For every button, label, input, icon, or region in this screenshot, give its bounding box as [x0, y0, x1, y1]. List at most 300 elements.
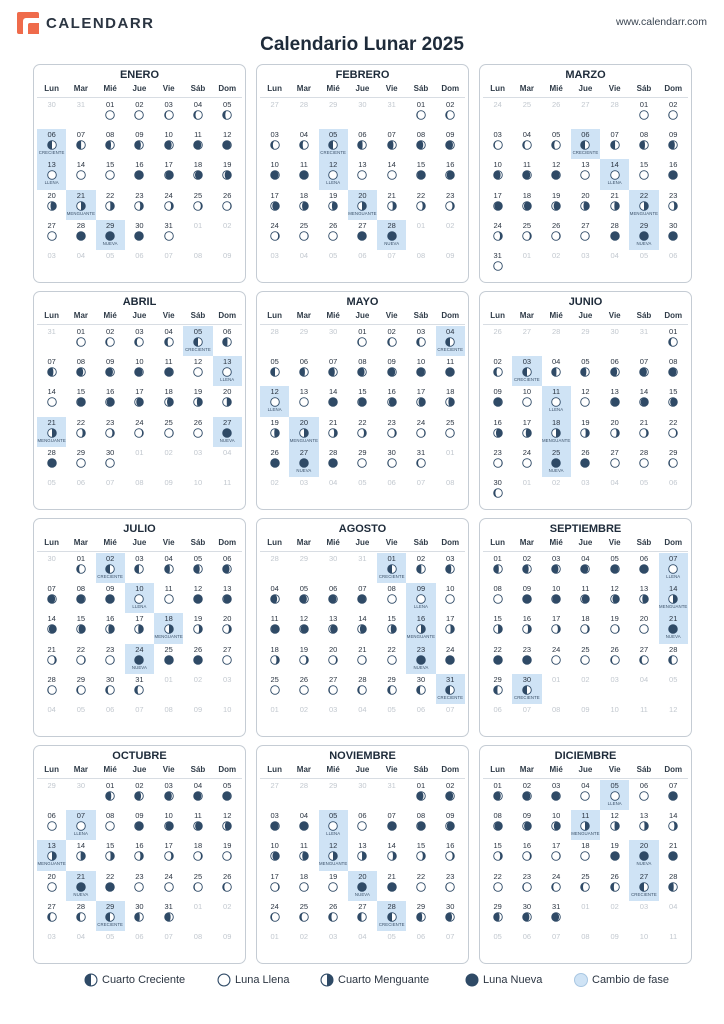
day-cell[interactable]	[377, 417, 406, 447]
day-cell-phase-change[interactable]	[629, 220, 658, 250]
day-cell[interactable]	[154, 810, 183, 840]
day-cell[interactable]	[213, 159, 242, 189]
day-cell[interactable]	[659, 386, 688, 416]
day-cell[interactable]	[542, 159, 571, 189]
day-cell[interactable]	[319, 447, 348, 477]
day-cell[interactable]	[377, 159, 406, 189]
day-cell[interactable]	[629, 447, 658, 477]
day-cell[interactable]	[260, 613, 289, 643]
day-cell[interactable]	[96, 190, 125, 220]
day-cell[interactable]	[512, 129, 541, 159]
day-cell-phase-change[interactable]	[37, 159, 66, 189]
day-cell[interactable]	[96, 447, 125, 477]
day-cell-phase-change[interactable]	[571, 129, 600, 159]
day-cell[interactable]	[377, 840, 406, 870]
day-cell-phase-change[interactable]	[629, 840, 658, 870]
day-cell[interactable]	[125, 159, 154, 189]
day-cell[interactable]	[483, 129, 512, 159]
day-cell[interactable]	[600, 220, 629, 250]
day-cell[interactable]	[96, 99, 125, 129]
day-cell[interactable]	[377, 447, 406, 477]
day-cell[interactable]	[436, 871, 465, 901]
day-cell[interactable]	[96, 583, 125, 613]
day-cell[interactable]	[406, 810, 435, 840]
day-cell[interactable]	[213, 326, 242, 356]
day-cell[interactable]	[125, 871, 154, 901]
day-cell[interactable]	[37, 356, 66, 386]
day-cell[interactable]	[659, 840, 688, 870]
day-cell[interactable]	[66, 386, 95, 416]
day-cell[interactable]	[436, 356, 465, 386]
day-cell[interactable]	[96, 417, 125, 447]
day-cell[interactable]	[659, 356, 688, 386]
day-cell[interactable]	[96, 356, 125, 386]
day-cell[interactable]	[289, 901, 318, 931]
day-cell-phase-change[interactable]	[600, 159, 629, 189]
day-cell[interactable]	[96, 644, 125, 674]
day-cell[interactable]	[260, 356, 289, 386]
day-cell[interactable]	[659, 810, 688, 840]
day-cell[interactable]	[154, 220, 183, 250]
day-cell[interactable]	[436, 99, 465, 129]
day-cell[interactable]	[319, 220, 348, 250]
day-cell[interactable]	[483, 553, 512, 583]
day-cell[interactable]	[213, 613, 242, 643]
day-cell[interactable]	[348, 840, 377, 870]
day-cell[interactable]	[483, 190, 512, 220]
day-cell[interactable]	[154, 326, 183, 356]
day-cell[interactable]	[260, 644, 289, 674]
day-cell-phase-change[interactable]	[319, 129, 348, 159]
day-cell-phase-change[interactable]	[659, 613, 688, 643]
day-cell[interactable]	[260, 583, 289, 613]
day-cell[interactable]	[348, 613, 377, 643]
day-cell[interactable]	[348, 417, 377, 447]
day-cell[interactable]	[96, 129, 125, 159]
day-cell[interactable]	[66, 613, 95, 643]
day-cell-phase-change[interactable]	[377, 220, 406, 250]
day-cell[interactable]	[348, 583, 377, 613]
day-cell[interactable]	[289, 220, 318, 250]
day-cell[interactable]	[37, 674, 66, 704]
day-cell[interactable]	[436, 810, 465, 840]
day-cell-phase-change[interactable]	[96, 901, 125, 931]
day-cell[interactable]	[154, 583, 183, 613]
day-cell[interactable]	[125, 553, 154, 583]
day-cell[interactable]	[436, 780, 465, 810]
day-cell[interactable]	[348, 326, 377, 356]
day-cell-phase-change[interactable]	[377, 553, 406, 583]
day-cell[interactable]	[183, 553, 212, 583]
day-cell[interactable]	[37, 220, 66, 250]
day-cell[interactable]	[436, 644, 465, 674]
day-cell-phase-change[interactable]	[37, 417, 66, 447]
day-cell[interactable]	[629, 417, 658, 447]
day-cell-phase-change[interactable]	[436, 326, 465, 356]
day-cell[interactable]	[571, 447, 600, 477]
day-cell[interactable]	[96, 326, 125, 356]
day-cell[interactable]	[37, 810, 66, 840]
day-cell[interactable]	[512, 810, 541, 840]
day-cell-phase-change[interactable]	[183, 326, 212, 356]
day-cell[interactable]	[37, 447, 66, 477]
day-cell[interactable]	[377, 386, 406, 416]
day-cell[interactable]	[37, 613, 66, 643]
day-cell[interactable]	[319, 356, 348, 386]
day-cell[interactable]	[600, 553, 629, 583]
day-cell-phase-change[interactable]	[289, 447, 318, 477]
day-cell[interactable]	[571, 871, 600, 901]
day-cell[interactable]	[348, 447, 377, 477]
day-cell[interactable]	[183, 386, 212, 416]
day-cell[interactable]	[66, 553, 95, 583]
day-cell[interactable]	[260, 901, 289, 931]
day-cell-phase-change[interactable]	[436, 674, 465, 704]
day-cell[interactable]	[96, 613, 125, 643]
day-cell[interactable]	[406, 386, 435, 416]
day-cell[interactable]	[319, 674, 348, 704]
day-cell[interactable]	[406, 190, 435, 220]
day-cell[interactable]	[348, 644, 377, 674]
day-cell[interactable]	[213, 583, 242, 613]
day-cell[interactable]	[659, 417, 688, 447]
day-cell[interactable]	[629, 129, 658, 159]
day-cell[interactable]	[483, 901, 512, 931]
day-cell-phase-change[interactable]	[213, 356, 242, 386]
day-cell[interactable]	[348, 674, 377, 704]
day-cell[interactable]	[406, 674, 435, 704]
day-cell-phase-change[interactable]	[66, 871, 95, 901]
day-cell[interactable]	[125, 674, 154, 704]
day-cell-phase-change[interactable]	[96, 220, 125, 250]
day-cell[interactable]	[319, 190, 348, 220]
day-cell[interactable]	[600, 417, 629, 447]
day-cell[interactable]	[406, 553, 435, 583]
day-cell[interactable]	[37, 190, 66, 220]
day-cell[interactable]	[183, 871, 212, 901]
day-cell-phase-change[interactable]	[406, 644, 435, 674]
day-cell[interactable]	[66, 840, 95, 870]
day-cell-phase-change[interactable]	[37, 129, 66, 159]
day-cell[interactable]	[659, 644, 688, 674]
day-cell[interactable]	[600, 447, 629, 477]
day-cell[interactable]	[319, 417, 348, 447]
day-cell[interactable]	[183, 810, 212, 840]
day-cell[interactable]	[483, 780, 512, 810]
day-cell[interactable]	[289, 644, 318, 674]
day-cell[interactable]	[154, 901, 183, 931]
day-cell[interactable]	[348, 159, 377, 189]
day-cell[interactable]	[483, 644, 512, 674]
day-cell[interactable]	[125, 901, 154, 931]
day-cell[interactable]	[377, 190, 406, 220]
day-cell[interactable]	[542, 220, 571, 250]
day-cell[interactable]	[154, 871, 183, 901]
day-cell[interactable]	[66, 447, 95, 477]
day-cell[interactable]	[96, 810, 125, 840]
day-cell[interactable]	[260, 129, 289, 159]
day-cell[interactable]	[571, 553, 600, 583]
day-cell-phase-change[interactable]	[319, 840, 348, 870]
day-cell-phase-change[interactable]	[125, 644, 154, 674]
day-cell[interactable]	[512, 901, 541, 931]
day-cell[interactable]	[37, 901, 66, 931]
day-cell-phase-change[interactable]	[319, 159, 348, 189]
day-cell[interactable]	[154, 190, 183, 220]
day-cell[interactable]	[629, 159, 658, 189]
day-cell[interactable]	[96, 780, 125, 810]
day-cell-phase-change[interactable]	[542, 417, 571, 447]
day-cell[interactable]	[571, 613, 600, 643]
day-cell[interactable]	[319, 901, 348, 931]
day-cell[interactable]	[406, 447, 435, 477]
day-cell[interactable]	[125, 220, 154, 250]
day-cell[interactable]	[542, 840, 571, 870]
day-cell[interactable]	[125, 840, 154, 870]
day-cell[interactable]	[289, 190, 318, 220]
day-cell[interactable]	[125, 780, 154, 810]
day-cell[interactable]	[260, 674, 289, 704]
day-cell[interactable]	[66, 644, 95, 674]
day-cell[interactable]	[436, 129, 465, 159]
day-cell[interactable]	[542, 901, 571, 931]
day-cell[interactable]	[213, 129, 242, 159]
day-cell[interactable]	[260, 220, 289, 250]
day-cell[interactable]	[436, 190, 465, 220]
day-cell[interactable]	[125, 326, 154, 356]
day-cell-phase-change[interactable]	[348, 871, 377, 901]
day-cell[interactable]	[629, 553, 658, 583]
day-cell[interactable]	[183, 99, 212, 129]
day-cell[interactable]	[154, 129, 183, 159]
day-cell-phase-change[interactable]	[542, 447, 571, 477]
day-cell[interactable]	[319, 386, 348, 416]
day-cell[interactable]	[659, 780, 688, 810]
day-cell[interactable]	[436, 901, 465, 931]
day-cell[interactable]	[183, 780, 212, 810]
day-cell[interactable]	[66, 417, 95, 447]
day-cell-phase-change[interactable]	[289, 417, 318, 447]
day-cell-phase-change[interactable]	[629, 871, 658, 901]
day-cell[interactable]	[125, 129, 154, 159]
day-cell[interactable]	[600, 840, 629, 870]
day-cell[interactable]	[377, 356, 406, 386]
day-cell[interactable]	[406, 871, 435, 901]
day-cell[interactable]	[319, 871, 348, 901]
day-cell[interactable]	[260, 417, 289, 447]
day-cell[interactable]	[483, 871, 512, 901]
day-cell[interactable]	[260, 447, 289, 477]
day-cell[interactable]	[436, 386, 465, 416]
day-cell[interactable]	[571, 220, 600, 250]
day-cell[interactable]	[183, 613, 212, 643]
day-cell[interactable]	[213, 644, 242, 674]
day-cell-phase-change[interactable]	[600, 780, 629, 810]
day-cell[interactable]	[154, 386, 183, 416]
day-cell-phase-change[interactable]	[125, 583, 154, 613]
brand-logo[interactable]	[17, 12, 155, 34]
day-cell[interactable]	[629, 356, 658, 386]
day-cell-phase-change[interactable]	[512, 674, 541, 704]
day-cell-phase-change[interactable]	[542, 386, 571, 416]
day-cell[interactable]	[571, 386, 600, 416]
day-cell[interactable]	[436, 583, 465, 613]
day-cell[interactable]	[154, 780, 183, 810]
day-cell[interactable]	[629, 99, 658, 129]
day-cell[interactable]	[183, 190, 212, 220]
day-cell[interactable]	[183, 129, 212, 159]
day-cell-phase-change[interactable]	[348, 190, 377, 220]
day-cell-phase-change[interactable]	[659, 583, 688, 613]
day-cell[interactable]	[512, 220, 541, 250]
day-cell[interactable]	[406, 129, 435, 159]
day-cell[interactable]	[571, 190, 600, 220]
day-cell[interactable]	[512, 190, 541, 220]
day-cell[interactable]	[66, 129, 95, 159]
day-cell[interactable]	[571, 159, 600, 189]
day-cell[interactable]	[483, 250, 512, 280]
day-cell[interactable]	[96, 674, 125, 704]
day-cell[interactable]	[377, 129, 406, 159]
day-cell[interactable]	[213, 386, 242, 416]
day-cell[interactable]	[483, 674, 512, 704]
day-cell[interactable]	[542, 613, 571, 643]
day-cell-phase-change[interactable]	[406, 613, 435, 643]
day-cell[interactable]	[406, 159, 435, 189]
day-cell[interactable]	[629, 583, 658, 613]
day-cell[interactable]	[600, 190, 629, 220]
day-cell[interactable]	[183, 417, 212, 447]
day-cell[interactable]	[348, 386, 377, 416]
day-cell[interactable]	[377, 583, 406, 613]
day-cell[interactable]	[512, 840, 541, 870]
day-cell[interactable]	[260, 159, 289, 189]
day-cell[interactable]	[183, 840, 212, 870]
day-cell[interactable]	[154, 840, 183, 870]
day-cell[interactable]	[213, 871, 242, 901]
day-cell[interactable]	[66, 356, 95, 386]
day-cell[interactable]	[289, 613, 318, 643]
day-cell[interactable]	[571, 583, 600, 613]
day-cell-phase-change[interactable]	[37, 840, 66, 870]
day-cell[interactable]	[289, 871, 318, 901]
day-cell[interactable]	[213, 99, 242, 129]
day-cell[interactable]	[348, 356, 377, 386]
day-cell[interactable]	[289, 840, 318, 870]
day-cell[interactable]	[260, 810, 289, 840]
day-cell[interactable]	[125, 810, 154, 840]
day-cell[interactable]	[319, 583, 348, 613]
day-cell[interactable]	[629, 644, 658, 674]
day-cell[interactable]	[183, 644, 212, 674]
day-cell[interactable]	[66, 159, 95, 189]
day-cell[interactable]	[96, 871, 125, 901]
day-cell[interactable]	[154, 159, 183, 189]
day-cell[interactable]	[289, 674, 318, 704]
day-cell[interactable]	[37, 583, 66, 613]
day-cell[interactable]	[483, 417, 512, 447]
day-cell-phase-change[interactable]	[96, 553, 125, 583]
day-cell[interactable]	[600, 386, 629, 416]
day-cell-phase-change[interactable]	[512, 356, 541, 386]
day-cell[interactable]	[483, 220, 512, 250]
day-cell[interactable]	[629, 810, 658, 840]
day-cell[interactable]	[571, 840, 600, 870]
day-cell[interactable]	[154, 356, 183, 386]
day-cell[interactable]	[289, 810, 318, 840]
day-cell[interactable]	[483, 477, 512, 507]
day-cell[interactable]	[483, 613, 512, 643]
day-cell[interactable]	[260, 871, 289, 901]
day-cell[interactable]	[377, 674, 406, 704]
day-cell[interactable]	[37, 871, 66, 901]
day-cell[interactable]	[512, 644, 541, 674]
day-cell[interactable]	[37, 644, 66, 674]
day-cell[interactable]	[659, 326, 688, 356]
day-cell[interactable]	[406, 356, 435, 386]
day-cell[interactable]	[512, 780, 541, 810]
day-cell[interactable]	[512, 417, 541, 447]
day-cell[interactable]	[213, 780, 242, 810]
day-cell[interactable]	[289, 129, 318, 159]
day-cell[interactable]	[512, 553, 541, 583]
day-cell[interactable]	[289, 356, 318, 386]
day-cell[interactable]	[66, 583, 95, 613]
day-cell[interactable]	[348, 810, 377, 840]
day-cell[interactable]	[406, 840, 435, 870]
day-cell[interactable]	[629, 780, 658, 810]
day-cell[interactable]	[125, 417, 154, 447]
day-cell[interactable]	[406, 417, 435, 447]
day-cell[interactable]	[154, 553, 183, 583]
day-cell[interactable]	[542, 644, 571, 674]
day-cell[interactable]	[406, 99, 435, 129]
day-cell[interactable]	[600, 356, 629, 386]
day-cell[interactable]	[125, 386, 154, 416]
day-cell[interactable]	[600, 644, 629, 674]
day-cell[interactable]	[213, 553, 242, 583]
day-cell[interactable]	[659, 129, 688, 159]
day-cell-phase-change[interactable]	[406, 583, 435, 613]
day-cell[interactable]	[319, 613, 348, 643]
day-cell[interactable]	[436, 613, 465, 643]
day-cell[interactable]	[289, 159, 318, 189]
day-cell[interactable]	[377, 326, 406, 356]
day-cell[interactable]	[629, 613, 658, 643]
day-cell[interactable]	[436, 553, 465, 583]
day-cell[interactable]	[125, 356, 154, 386]
day-cell[interactable]	[96, 159, 125, 189]
day-cell[interactable]	[436, 159, 465, 189]
day-cell[interactable]	[154, 99, 183, 129]
day-cell[interactable]	[183, 159, 212, 189]
day-cell[interactable]	[571, 780, 600, 810]
day-cell[interactable]	[542, 583, 571, 613]
day-cell[interactable]	[289, 583, 318, 613]
day-cell[interactable]	[600, 871, 629, 901]
day-cell[interactable]	[512, 159, 541, 189]
day-cell[interactable]	[406, 901, 435, 931]
day-cell[interactable]	[600, 129, 629, 159]
day-cell[interactable]	[483, 386, 512, 416]
day-cell[interactable]	[183, 583, 212, 613]
day-cell[interactable]	[183, 356, 212, 386]
day-cell[interactable]	[542, 356, 571, 386]
day-cell[interactable]	[66, 674, 95, 704]
day-cell[interactable]	[483, 356, 512, 386]
day-cell[interactable]	[542, 190, 571, 220]
day-cell[interactable]	[600, 810, 629, 840]
